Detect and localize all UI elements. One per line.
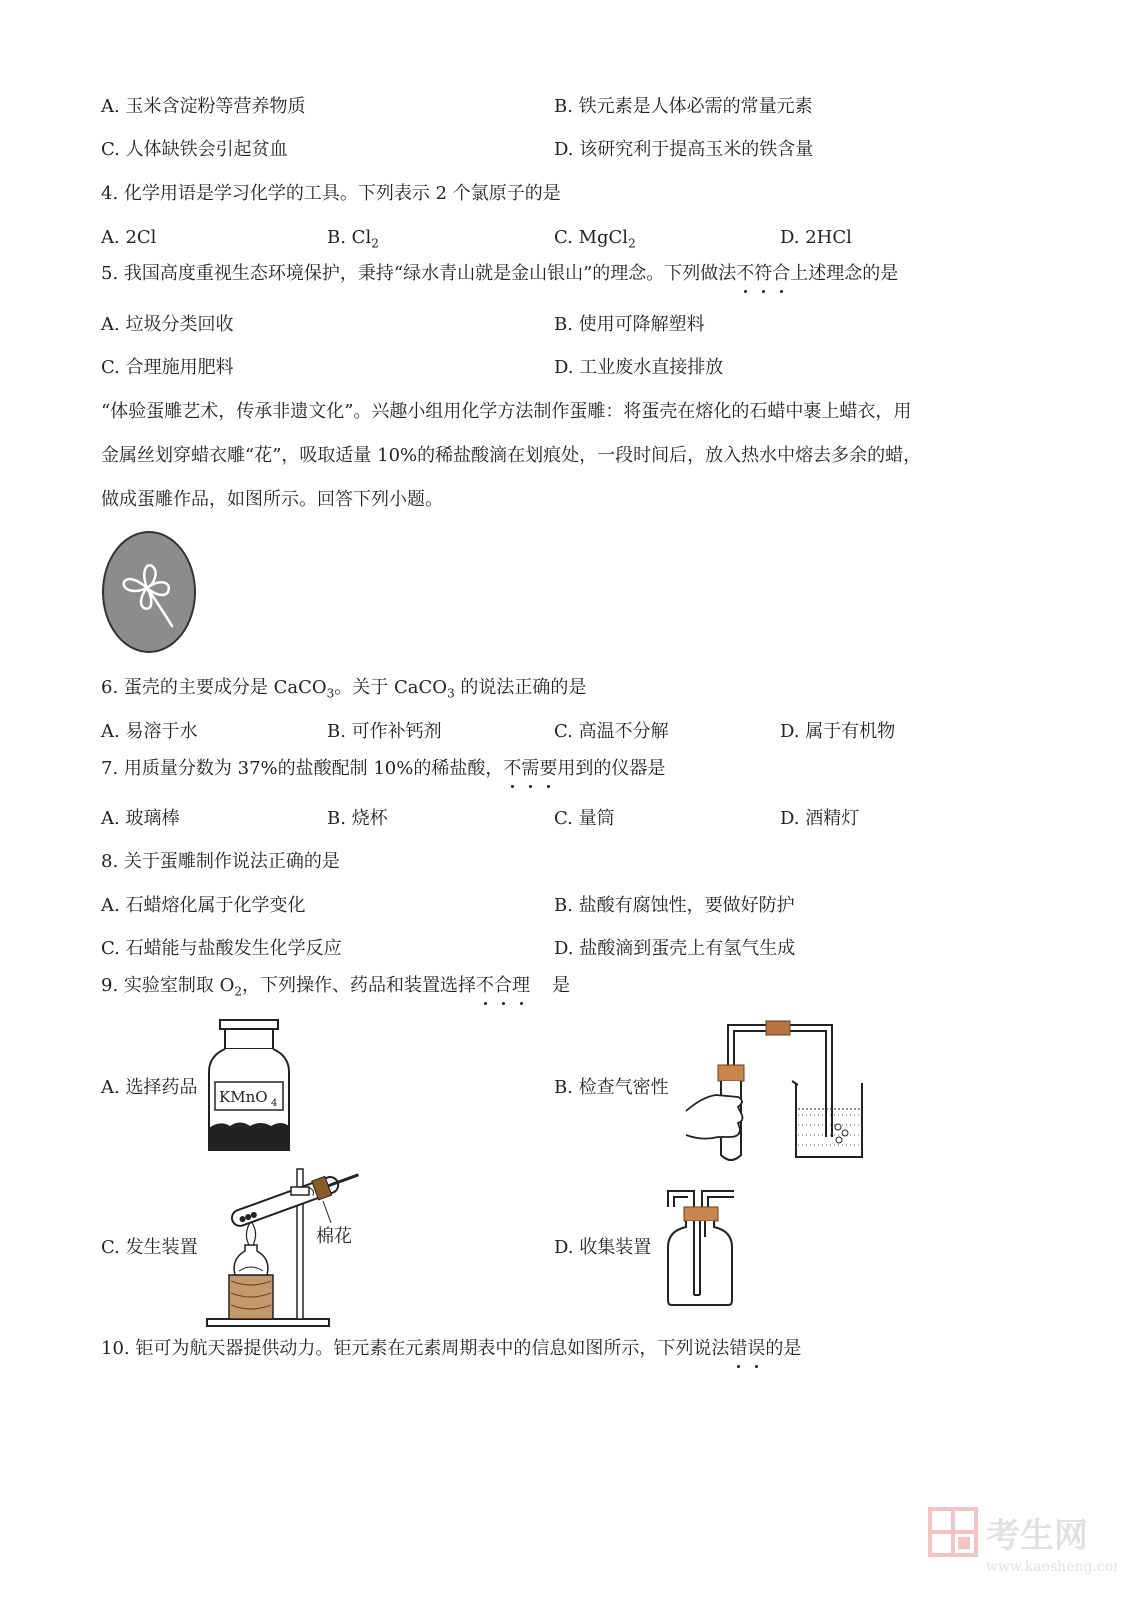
q7-stem	[101, 757, 665, 781]
q5-option-c: C. 合理施用肥料	[101, 357, 234, 378]
q9-emph-2: 合	[494, 975, 513, 996]
q3-option-c: C. 人体缺铁会引起贫血	[101, 139, 288, 160]
q8-stem: 8. 关于蛋雕制作说法正确的是	[101, 851, 340, 872]
q6-option-a: A. 易溶于水	[101, 721, 198, 742]
q9-option-b: B. 检查气密性	[554, 1077, 669, 1098]
q6-option-c: C. 高温不分解	[554, 721, 669, 742]
q9-stem	[101, 974, 570, 1004]
q3-option-b: B. 铁元素是人体必需的常量元素	[554, 96, 813, 117]
q3-option-a: A. 玉米含淀粉等营养物质	[101, 96, 306, 117]
q8-option-a: A. 石蜡熔化属于化学变化	[101, 895, 306, 916]
q4-stem: 4. 化学用语是学习化学的工具。下列表示 2 个氯原子的是	[101, 183, 561, 204]
q10-stem-pre: 10. 钜可为航天器提供动力。钜元素在元素周期表中的信息如图所示，下列说法	[101, 1338, 730, 1359]
q5-stem	[101, 262, 898, 286]
q5-emph-1: 不	[736, 263, 755, 284]
q6-option-d: D. 属于有机物	[780, 721, 896, 742]
q6-option-b: B. 可作补钙剂	[327, 721, 442, 742]
q7-option-a: A. 玻璃棒	[101, 808, 180, 829]
q9-stem-sub: 2	[234, 984, 243, 999]
gas-generation-figure	[205, 1163, 365, 1328]
q5-stem-post: 上述理念的是	[790, 263, 899, 284]
q7-emph-1: 不	[503, 758, 522, 779]
q7-option-b: B. 烧杯	[327, 808, 388, 829]
q10-stem-post: 的是	[765, 1338, 802, 1359]
watermark	[928, 1507, 1118, 1581]
passage-line-3: 做成蛋雕作品，如图所示。回答下列小题。	[101, 489, 443, 510]
cotton-label: 棉花	[316, 1226, 352, 1247]
q5-stem-pre: 5. 我国高度重视生态环境保护，秉持“绿水青山就是金山银山”的理念。下列做法	[101, 263, 737, 284]
airtightness-check-figure	[682, 1015, 872, 1165]
q9-stem-pre: 9. 实验室制取 O	[101, 975, 235, 996]
q5-option-a: A. 垃圾分类回收	[101, 314, 234, 335]
q4-option-b-sub: 2	[371, 236, 379, 251]
q10-stem	[101, 1337, 801, 1361]
passage-line-1: “体验蛋雕艺术，传承非遗文化”。兴趣小组用化学方法制作蛋雕：将蛋壳在熔化的石蜡中裹上蜡衣，用	[101, 401, 912, 422]
q9-emph-1: 不	[476, 975, 495, 996]
bottle-label-sub: 4	[271, 1098, 278, 1109]
q6-stem-post: 的说法正确的是	[454, 677, 587, 698]
q6-stem-mid: 。关于 CaCO	[334, 677, 448, 698]
watermark-url: www.kaosheng.com	[986, 1559, 1118, 1575]
q6-stem-sub-1: 3	[326, 686, 335, 701]
q9-stem-post: 是	[552, 975, 571, 996]
q10-emph-2: 误	[747, 1338, 766, 1359]
bottle-label-main: KMnO	[219, 1088, 268, 1106]
watermark-brand: 考生网	[986, 1516, 1088, 1556]
q8-option-c: C. 石蜡能与盐酸发生化学反应	[101, 938, 342, 959]
q7-stem-pre: 7. 用质量分数为 37%的盐酸配制 10%的稀盐酸，	[101, 758, 504, 779]
gas-collection-figure	[658, 1183, 742, 1308]
q4-option-a: A. 2Cl	[101, 227, 157, 248]
q3-option-d: D. 该研究利于提高玉米的铁含量	[554, 139, 814, 160]
q6-stem	[101, 676, 586, 706]
q4-option-c	[554, 226, 636, 256]
q4-option-b	[327, 226, 379, 256]
q4-option-b-main: B. Cl	[327, 227, 372, 248]
q7-option-d: D. 酒精灯	[780, 808, 860, 829]
reagent-bottle-figure	[205, 1016, 295, 1156]
watermark-logo-icon	[928, 1507, 1118, 1577]
q5-emph-3: 合	[772, 263, 791, 284]
q8-option-b: B. 盐酸有腐蚀性，要做好防护	[554, 895, 795, 916]
q7-emph-3: 要	[539, 758, 558, 779]
q9-stem-mid: ，下列操作、药品和装置选择	[242, 975, 477, 996]
q7-stem-post: 用到的仪器是	[557, 758, 666, 779]
q9-option-d: D. 收集装置	[554, 1237, 652, 1258]
q9-option-c: C. 发生装置	[101, 1237, 198, 1258]
q5-option-b: B. 使用可降解塑料	[554, 314, 705, 335]
egg-carving-figure	[100, 530, 200, 655]
q4-option-c-main: C. MgCl	[554, 227, 629, 248]
q9-emph-3: 理	[512, 975, 531, 996]
q5-option-d: D. 工业废水直接排放	[554, 357, 724, 378]
q5-emph-2: 符	[754, 263, 773, 284]
q7-option-c: C. 量筒	[554, 808, 615, 829]
q4-option-d: D. 2HCl	[780, 227, 852, 248]
passage-line-2: 金属丝划穿蜡衣雕“花”，吸取适量 10%的稀盐酸滴在划痕处，一段时间后，放入热水中熔去多余的蜡，	[101, 445, 922, 466]
q4-option-c-sub: 2	[628, 236, 636, 251]
q10-emph-1: 错	[729, 1338, 748, 1359]
q8-option-d: D. 盐酸滴到蛋壳上有氢气生成	[554, 938, 796, 959]
q6-stem-pre: 6. 蛋壳的主要成分是 CaCO	[101, 677, 327, 698]
q9-option-a: A. 选择药品	[101, 1077, 198, 1098]
q6-stem-sub-2: 3	[447, 686, 455, 701]
q7-emph-2: 需	[521, 758, 540, 779]
